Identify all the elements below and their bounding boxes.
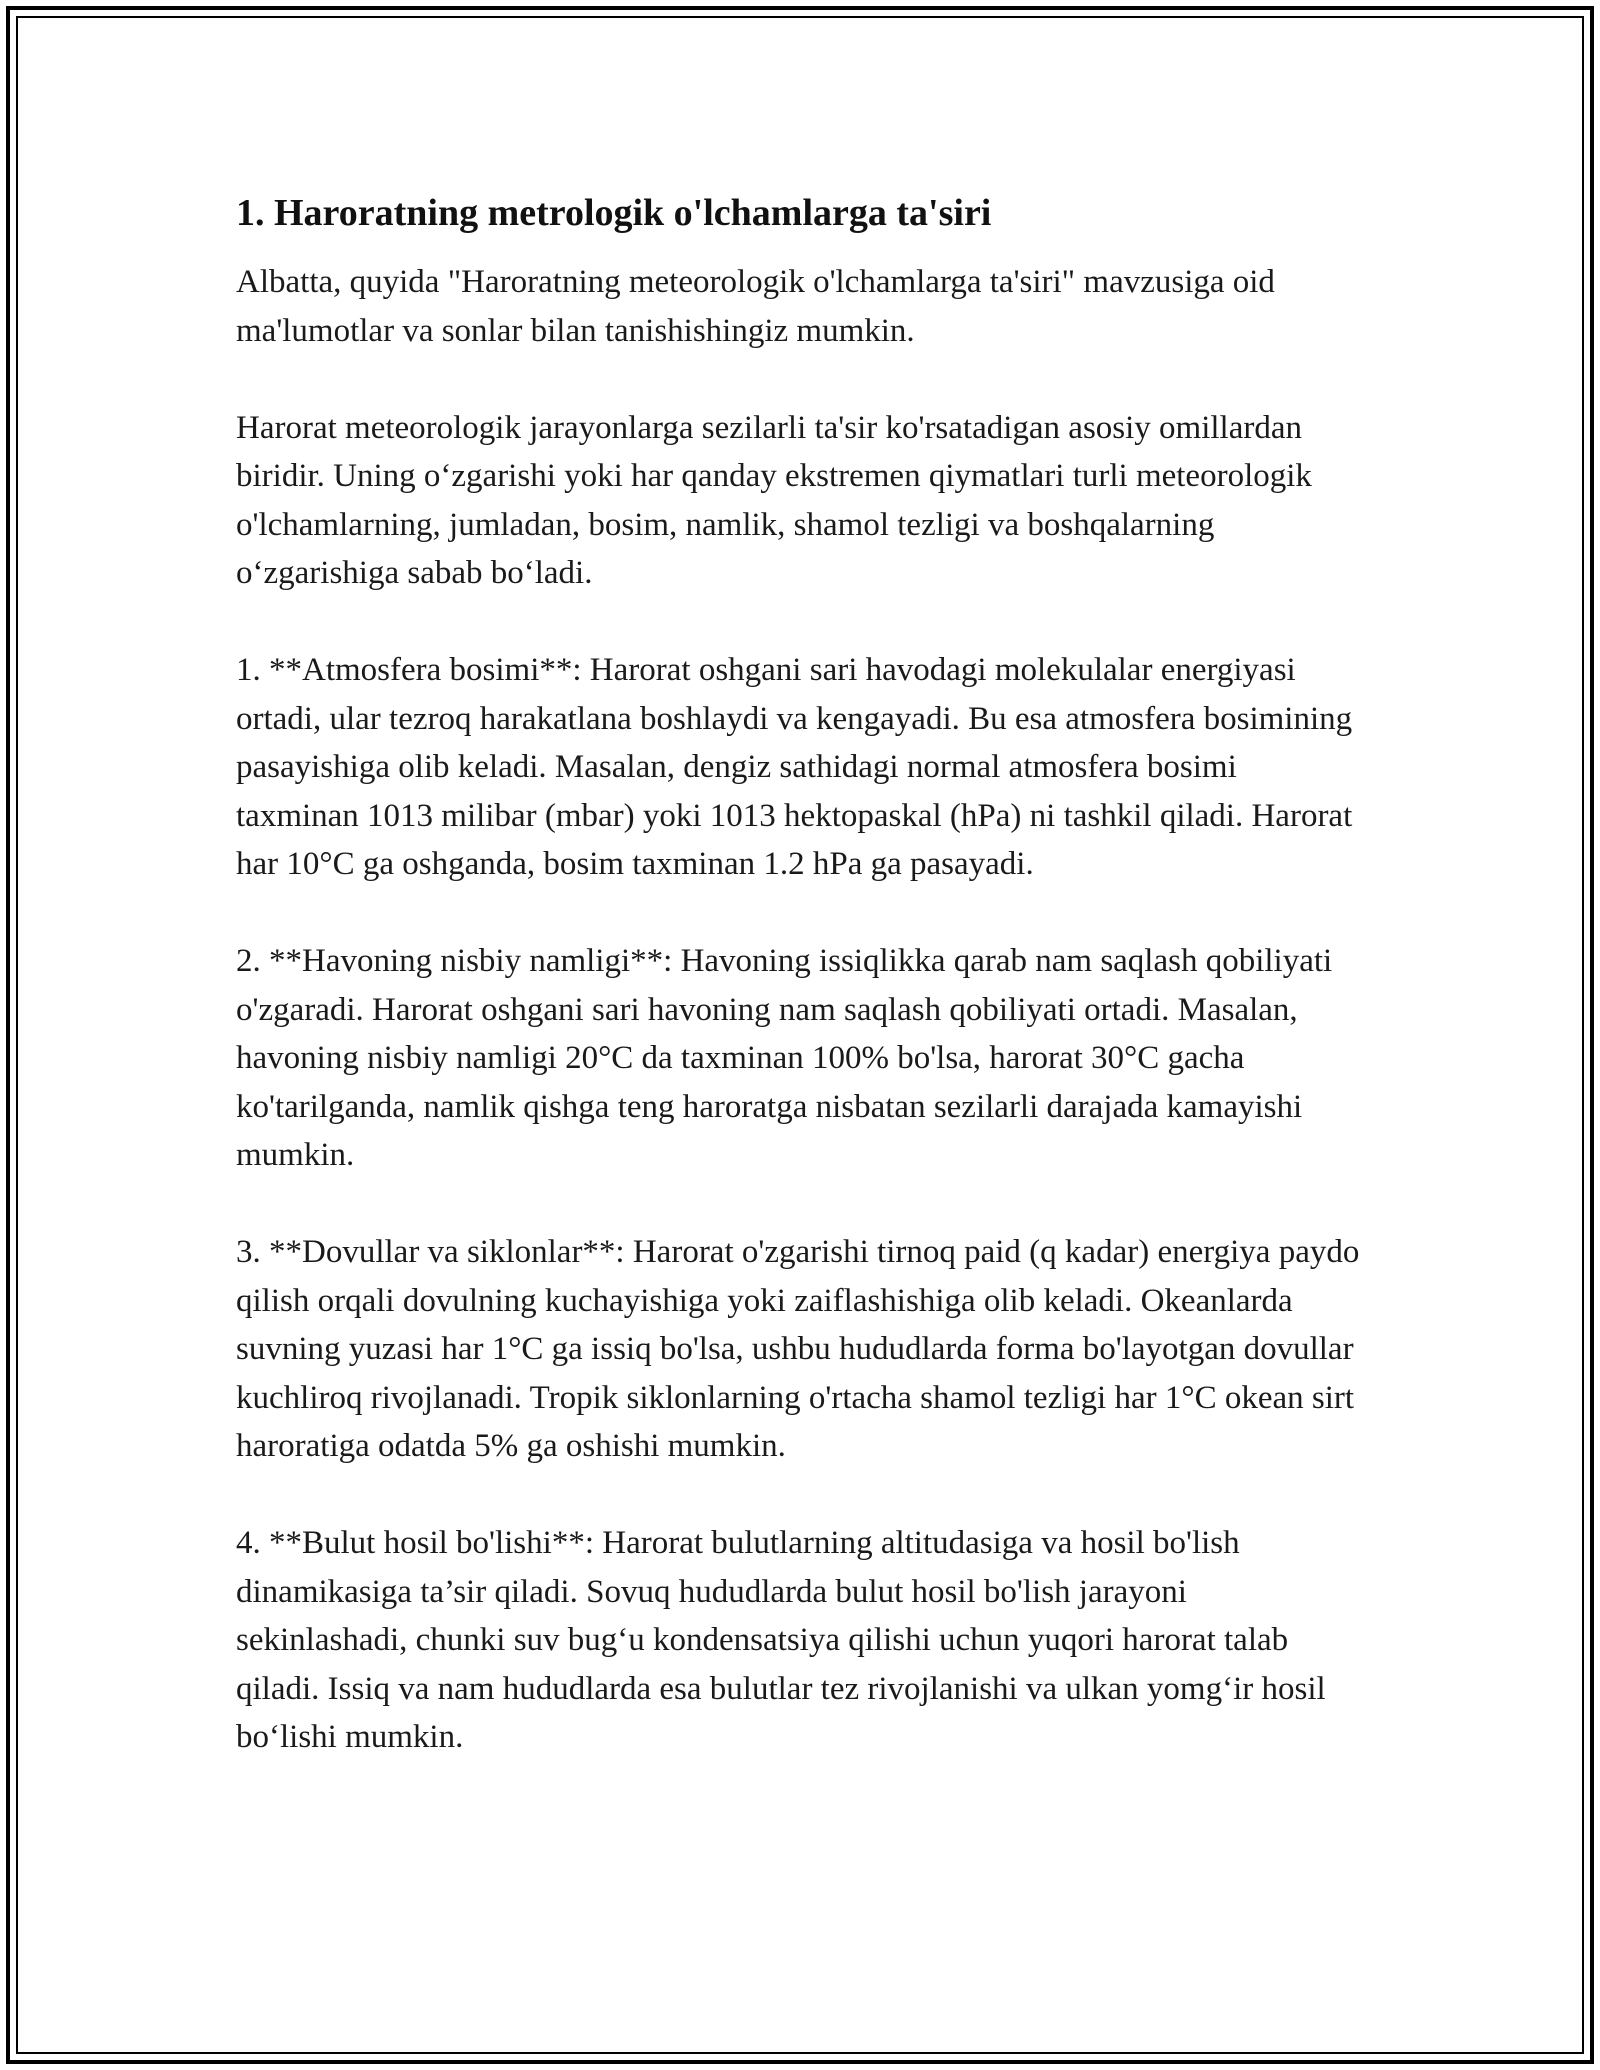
cloud-formation-paragraph: 4. **Bulut hosil bo'lishi**: Harorat bulutlarning altitudasiga va hosil bo'lish dinamikasiga ta’sir qiladi. Sovuq hududlarda bulut hosil bo'lish jarayoni sekinlashadi, chunki suv bug‘u kondensatsiya qilishi uchun yuqori harorat talab qiladi. Issiq va nam hududlarda esa bulutlar tez rivojlanishi va ulkan yomg‘ir hosil bo‘lishi mumkin. <box>236 1525 1326 1755</box>
atmospheric-pressure-paragraph: 1. **Atmosfera bosimi**: Harorat oshgani sari havodagi molekulalar energiyasi ortadi, ular tezroq harakatlana boshlaydi va kengayadi. Bu esa atmosfera bosimining pasayishiga olib keladi. Masalan, dengiz sathidagi normal atmosfera bosimi taxminan 1013 milibar (mbar) yoki 1013 hektopaskal (hPa) ni tashkil qiladi. Harorat har 10°C ga oshganda, bosim taxminan 1.2 hPa ga pasayadi. <box>236 652 1353 882</box>
document-body <box>236 188 1366 1810</box>
intro-paragraph: Albatta, quyida "Haroratning meteorologik o'lchamlarga ta'siri" mavzusiga oid ma'lumotlar va sonlar bilan tanishishingiz mumkin. <box>236 264 1275 349</box>
document-title: 1. Haroratning metrologik o'lchamlarga ta'siri <box>236 192 992 234</box>
storms-cyclones-paragraph: 3. **Dovullar va siklonlar**: Harorat o'zgarishi tirnoq paid (q kadar) energiya paydo qilish orqali dovulning kuchayishiga yoki zaiflashishiga olib keladi. Okeanlarda suvning yuzasi har 1°C ga issiq bo'lsa, ushbu hududlarda forma bo'layotgan dovullar kuchliroq rivojlanadi. Tropik siklonlarning o'rtacha shamol tezligi har 1°C okean sirt haroratiga odatda 5% ga oshishi mumkin. <box>236 1234 1360 1464</box>
relative-humidity-paragraph: 2. **Havoning nisbiy namligi**: Havoning issiqlikka qarab nam saqlash qobiliyati o'zgaradi. Harorat oshgani sari havoning nam saqlash qobiliyati ortadi. Masalan, havoning nisbiy namligi 20°C da taxminan 100% bo'lsa, harorat 30°C gacha ko'tarilganda, namlik qishga teng haroratga nisbatan sezilarli darajada kamayishi mumkin. <box>236 943 1333 1173</box>
overview-paragraph: Harorat meteorologik jarayonlarga sezilarli ta'sir ko'rsatadigan asosiy omillardan biridir. Uning o‘zgarishi yoki har qanday ekstremen qiymatlari turli meteorologik o'lchamlarning, jumladan, bosim, namlik, shamol tezligi va boshqalarning o‘zgarishiga sabab bo‘ladi. <box>236 409 1312 591</box>
